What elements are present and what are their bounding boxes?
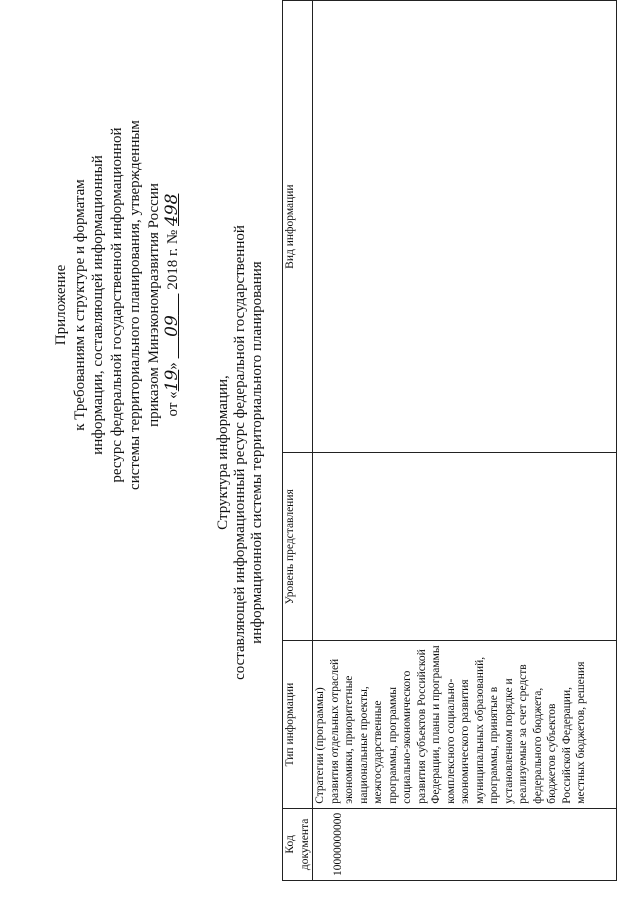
table-header-row <box>283 1 313 881</box>
type-line: Федерации, планы и программы <box>430 645 442 804</box>
appendix-line: приказом Минэкономразвития России <box>145 183 162 427</box>
structure-table <box>282 0 617 881</box>
table-row <box>313 1 617 881</box>
heading-line-2: составляющей информационный ресурс федеральной государственной <box>232 225 248 680</box>
date-year: 2018 г. № <box>165 229 181 290</box>
cell-code: 10000000000 <box>313 808 617 880</box>
cell-kind <box>313 1 617 453</box>
type-line: социально-экономического <box>401 670 413 804</box>
document-heading <box>215 0 266 905</box>
type-line: установленном порядке и <box>502 678 515 804</box>
appendix-block <box>52 95 183 515</box>
header-level: Уровень представления <box>283 453 313 641</box>
type-line: Российской Федерации, <box>560 687 573 804</box>
appendix-line: к Требованиям к структуре и форматам <box>71 179 88 431</box>
appendix-line: информации, составляющей информационный <box>90 155 106 455</box>
date-prefix: от « <box>165 391 181 417</box>
type-line: экономики, приоритетные <box>343 675 355 804</box>
type-line: бюджетов субъектов <box>546 703 558 804</box>
order-number: 498 <box>162 193 182 227</box>
header-type: Тип информации <box>283 641 313 808</box>
cell-level <box>313 453 617 641</box>
type-line: комплексного социально- <box>444 678 457 804</box>
cell-type <box>313 641 617 808</box>
type-line: местных бюджетов, решения <box>575 661 587 804</box>
type-line: федерального бюджета, <box>531 687 544 804</box>
type-line: экономического развития <box>459 679 471 804</box>
appendix-line: ресурс федеральной государственной информационной <box>108 127 125 483</box>
header-kind: Вид информации <box>283 1 313 453</box>
type-line: национальные проекты, <box>357 686 370 804</box>
appendix-title: Приложение <box>53 264 69 346</box>
date-day: 19 <box>162 369 182 392</box>
appendix-date-line <box>163 95 183 515</box>
date-month: 09 <box>162 315 182 337</box>
type-line: развития отдельных отраслей <box>328 658 341 804</box>
heading-line-3: информационной системы территориального планирования <box>249 261 265 644</box>
type-line: межгосударственные <box>372 700 384 804</box>
type-line: муниципальных образований, <box>473 656 486 804</box>
type-line: программы, программы <box>386 686 399 804</box>
heading-line-1: Структура информации, <box>215 375 231 530</box>
type-line: реализуемые за счет средств <box>517 664 529 804</box>
type-line: Стратегии (программы) <box>314 687 326 804</box>
header-code: Код документа <box>283 808 313 880</box>
type-line: развития субъектов Российской <box>415 649 428 804</box>
date-day-close: » <box>165 362 181 370</box>
appendix-line: системы территориального планирования, утвержденным <box>127 120 143 490</box>
type-line: программы, принятые в <box>488 686 500 804</box>
